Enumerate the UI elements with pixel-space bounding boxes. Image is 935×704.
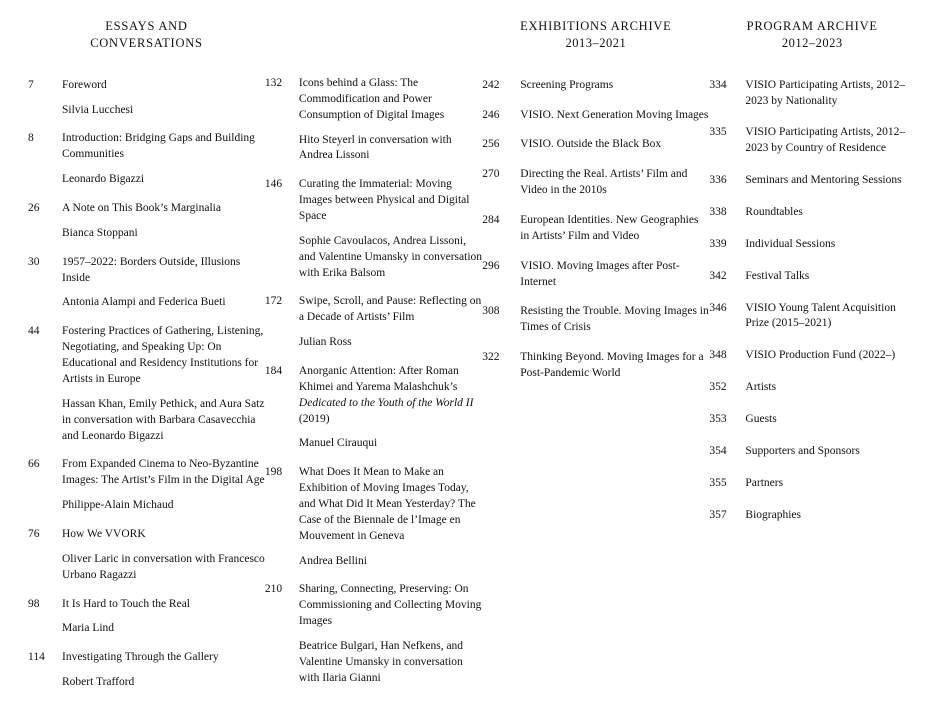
entry-title: VISIO Participating Artists, 2012–2023 by Nationality (745, 78, 906, 107)
entry-title: Festival Talks (745, 269, 810, 282)
heading-spacer (709, 52, 915, 78)
entry-body (745, 301, 915, 333)
entry-title (299, 364, 482, 427)
entry-body (520, 213, 709, 245)
entry-page-number: 352 (709, 381, 727, 394)
contents-entry[interactable] (265, 364, 482, 452)
contents-entry[interactable] (482, 213, 709, 245)
essays-entry-list-first (28, 78, 265, 691)
entry-page-number: 242 (482, 78, 500, 91)
entry-page-number: 246 (482, 108, 500, 121)
entry-authors: Andrea Bellini (298, 554, 367, 567)
entry-page-number: 296 (482, 259, 500, 272)
entry-body (745, 173, 915, 189)
entry-page-number: 114 (28, 651, 45, 664)
entry-body (745, 444, 915, 460)
entry-page-number: 146 (264, 178, 283, 191)
entry-title: Artists (745, 381, 777, 394)
contents-entry[interactable] (265, 294, 482, 351)
entry-page-number: 357 (709, 508, 727, 521)
section-heading-program-line1: PROGRAM ARCHIVE (746, 19, 878, 33)
entry-page-number: 210 (264, 583, 283, 596)
contents-entry[interactable] (28, 527, 265, 584)
contents-entry[interactable] (482, 108, 709, 124)
entry-authors: Beatrice Bulgari, Han Nefkens, and Valentine Umansky in conversation with Ilaria Gianni (298, 640, 464, 684)
heading-spacer (482, 52, 709, 78)
entry-title: Directing the Real. Artists’ Film and Video in the 2010s (520, 168, 688, 197)
entry-body (62, 457, 265, 514)
entry-title: Sharing, Connecting, Preserving: On Commissioning and Collecting Moving Images (298, 583, 482, 628)
entry-title: 1957–2022: Borders Outside, Illusions Inside (62, 255, 241, 284)
entry-body (520, 137, 709, 153)
contents-entry[interactable] (28, 201, 265, 242)
heading-spacer (265, 50, 482, 76)
section-heading-program (709, 18, 915, 52)
contents-entry[interactable] (28, 324, 265, 444)
entry-body (299, 465, 482, 569)
entry-page-number: 132 (264, 77, 283, 89)
entry-page-number: 30 (28, 255, 40, 268)
entry-title: VISIO Participating Artists, 2012–2023 by Country of Residence (745, 126, 906, 155)
contents-entry[interactable] (28, 255, 265, 312)
entry-title: Biographies (745, 508, 801, 521)
entry-body (745, 237, 915, 253)
entry-page-number: 335 (709, 126, 727, 139)
section-heading-essays-line1: ESSAYS AND (105, 19, 188, 33)
entry-title: Supporters and Sponsors (745, 444, 860, 457)
contents-entry[interactable] (28, 78, 265, 119)
contents-entry[interactable] (709, 269, 915, 285)
contents-entry[interactable] (709, 508, 915, 524)
contents-entry[interactable] (709, 173, 915, 189)
entry-title: Resisting the Trouble. Moving Images in Times of Crisis (520, 305, 709, 334)
section-heading-essays (28, 18, 265, 52)
entry-authors: Oliver Laric in conversation with Francesco Urbano Ragazzi (62, 552, 265, 581)
entry-body (745, 205, 915, 221)
entry-page-number: 342 (709, 269, 727, 282)
entry-authors: Julian Ross (298, 336, 352, 349)
entry-page-number: 44 (28, 325, 40, 338)
entry-body (299, 294, 482, 351)
entry-page-number: 98 (28, 597, 40, 610)
essays-entry-list-second (265, 76, 482, 687)
contents-entry[interactable] (265, 465, 482, 569)
entry-body (520, 259, 709, 291)
entry-body (745, 508, 915, 524)
section-heading-program-years: 2012–2023 (781, 35, 843, 50)
entry-body (299, 364, 482, 452)
section-heading-exhibitions-years: 2013–2021 (565, 35, 627, 50)
entry-authors: Hito Steyerl in conversation with Andrea Lissoni (298, 133, 452, 162)
heading-spacer (28, 52, 265, 78)
entry-body (62, 527, 265, 584)
contents-entry[interactable] (709, 205, 915, 221)
contents-entry[interactable] (482, 167, 709, 199)
entry-body (520, 304, 709, 336)
entry-title: VISIO. Next Generation Moving Images (520, 108, 709, 121)
entry-body (299, 177, 482, 281)
entry-title: Partners (745, 476, 784, 489)
entry-title: How We VVORK (62, 527, 146, 540)
contents-entry[interactable] (709, 78, 915, 110)
contents-entry[interactable] (709, 476, 915, 492)
contents-entry[interactable] (709, 380, 915, 396)
entry-authors: Sophie Cavoulacos, Andrea Lissoni, and Valentine Umansky in conversation with Erika Balsom (298, 234, 483, 279)
entry-page-number: 26 (28, 202, 40, 215)
entry-body (299, 582, 482, 686)
entry-title: What Does It Mean to Make an Exhibition of Moving Images Today, and What Did It Mean Yesterday? The Case of the Biennale de l’Image en Mouvement in Geneva (298, 466, 476, 542)
entry-title: A Note on This Book’s Marginalia (62, 202, 221, 215)
entry-authors: Hassan Khan, Emily Pethick, and Aura Satz in conversation with Barbara Casavecchia and Leonardo Bigazzi (62, 397, 265, 442)
contents-entry[interactable] (28, 131, 265, 188)
entry-authors: Bianca Stoppani (62, 226, 138, 239)
entry-page-number: 354 (709, 444, 727, 457)
entry-page-number: 346 (709, 301, 727, 314)
section-heading-exhibitions (482, 18, 709, 52)
program-entry-list (709, 78, 915, 524)
entry-title: VISIO Production Fund (2022–) (745, 349, 896, 362)
entry-page-number: 334 (709, 78, 727, 91)
entry-body (62, 131, 265, 188)
entry-authors: Antonia Alampi and Federica Bueti (62, 296, 226, 309)
contents-entry[interactable] (28, 650, 265, 691)
entry-body (745, 125, 915, 157)
column-exhibitions-archive (482, 18, 709, 396)
entry-page-number: 284 (482, 214, 500, 227)
entry-body (299, 76, 482, 164)
entry-title: VISIO. Outside the Black Box (520, 138, 662, 151)
contents-entry[interactable] (482, 304, 709, 336)
entry-title: Seminars and Mentoring Sessions (745, 174, 902, 187)
entry-page-number: 353 (709, 413, 727, 426)
contents-entry[interactable] (482, 78, 709, 94)
entry-title: European Identities. New Geographies in Artists’ Film and Video (520, 214, 699, 242)
entry-title: Investigating Through the Gallery (62, 651, 219, 664)
entry-title-prefix: Anorganic Attention: After Roman Khimei and Yarema Malashchuk’s (298, 365, 459, 393)
entry-title: It Is Hard to Touch the Real (62, 597, 191, 610)
entry-page-number: 184 (264, 365, 283, 378)
entry-page-number: 198 (264, 466, 283, 479)
entry-body (520, 167, 709, 199)
entry-page-number: 336 (709, 174, 727, 187)
contents-entry[interactable] (709, 301, 915, 333)
entry-title-italic: Dedicated to the Youth of the World II (298, 396, 474, 409)
entry-page-number: 348 (709, 349, 727, 362)
contents-entry[interactable] (28, 457, 265, 514)
contents-entry[interactable] (28, 597, 265, 638)
contents-entry[interactable] (709, 444, 915, 460)
contents-entry[interactable] (482, 259, 709, 291)
entry-page-number: 270 (482, 168, 500, 181)
entry-title: Swipe, Scroll, and Pause: Reflecting on a Decade of Artists’ Film (298, 295, 482, 324)
entry-page-number: 8 (28, 132, 34, 145)
contents-entry[interactable] (709, 125, 915, 157)
entry-body (745, 380, 915, 396)
entry-title: Thinking Beyond. Moving Images for a Post-Pandemic World (520, 351, 704, 380)
entry-title: Curating the Immaterial: Moving Images between Physical and Digital Space (298, 178, 470, 223)
entry-title: VISIO Young Talent Acquisition Prize (2015–2021) (745, 301, 896, 330)
entry-page-number: 338 (709, 206, 727, 219)
column-program-archive (709, 18, 915, 540)
entry-body (745, 476, 915, 492)
entry-body (745, 269, 915, 285)
entry-page-number: 7 (28, 78, 34, 91)
entry-page-number: 172 (264, 295, 283, 308)
entry-authors: Robert Trafford (62, 676, 135, 689)
entry-title-suffix: (2019) (298, 412, 330, 425)
entry-page-number: 308 (482, 305, 500, 318)
entry-body (62, 201, 265, 242)
contents-entry[interactable] (265, 582, 482, 686)
entry-body (520, 78, 709, 94)
entry-authors: Silvia Lucchesi (62, 103, 134, 116)
entry-body (62, 324, 265, 444)
entry-body (62, 597, 265, 638)
contents-entry[interactable] (265, 76, 482, 164)
entry-title: Fostering Practices of Gathering, Listening, Negotiating, and Speaking Up: On Educational and Residency Institutions for Artists in Europe (62, 325, 264, 385)
contents-entry[interactable] (265, 177, 482, 281)
entry-title: Introduction: Bridging Gaps and Building Communities (62, 132, 255, 161)
entry-title: From Expanded Cinema to Neo-Byzantine Images: The Artist’s Film in the Digital Age (62, 458, 265, 487)
entry-title: Guests (745, 413, 777, 426)
entry-authors: Leonardo Bigazzi (62, 173, 145, 186)
exhibitions-entry-list (482, 78, 709, 382)
entry-body (520, 108, 709, 124)
contents-entry[interactable] (482, 350, 709, 382)
entry-body (62, 255, 265, 312)
entry-title: VISIO. Moving Images after Post-Internet (520, 259, 680, 288)
contents-entry[interactable] (482, 137, 709, 153)
entry-authors: Manuel Cirauqui (298, 437, 378, 450)
entry-page-number: 322 (482, 351, 500, 364)
entry-page-number: 66 (28, 458, 40, 471)
column-essays-first (20, 18, 265, 704)
entry-title: Screening Programs (520, 78, 614, 91)
entry-page-number: 339 (709, 237, 727, 250)
entry-body (62, 650, 265, 691)
entry-body (745, 78, 915, 110)
heading-spacer (265, 18, 482, 50)
entry-body (745, 412, 915, 428)
entry-title: Individual Sessions (745, 237, 836, 250)
entry-authors: Philippe-Alain Michaud (62, 499, 174, 512)
entry-body (520, 350, 709, 382)
entry-body (62, 78, 265, 119)
entry-authors: Maria Lind (62, 622, 115, 635)
column-essays-second (265, 18, 482, 700)
entry-title: Roundtables (745, 206, 803, 219)
entry-body (745, 348, 915, 364)
entry-title: Foreword (62, 78, 107, 91)
entry-page-number: 76 (28, 527, 40, 540)
contents-entry[interactable] (709, 412, 915, 428)
entry-title: Icons behind a Glass: The Commodification and Power Consumption of Digital Images (298, 77, 445, 121)
contents-entry[interactable] (709, 348, 915, 364)
entry-page-number: 355 (709, 476, 727, 489)
section-heading-essays-line2: CONVERSATIONS (90, 35, 203, 50)
contents-entry[interactable] (709, 237, 915, 253)
section-heading-exhibitions-line1: EXHIBITIONS ARCHIVE (520, 19, 672, 33)
entry-page-number: 256 (482, 138, 500, 151)
